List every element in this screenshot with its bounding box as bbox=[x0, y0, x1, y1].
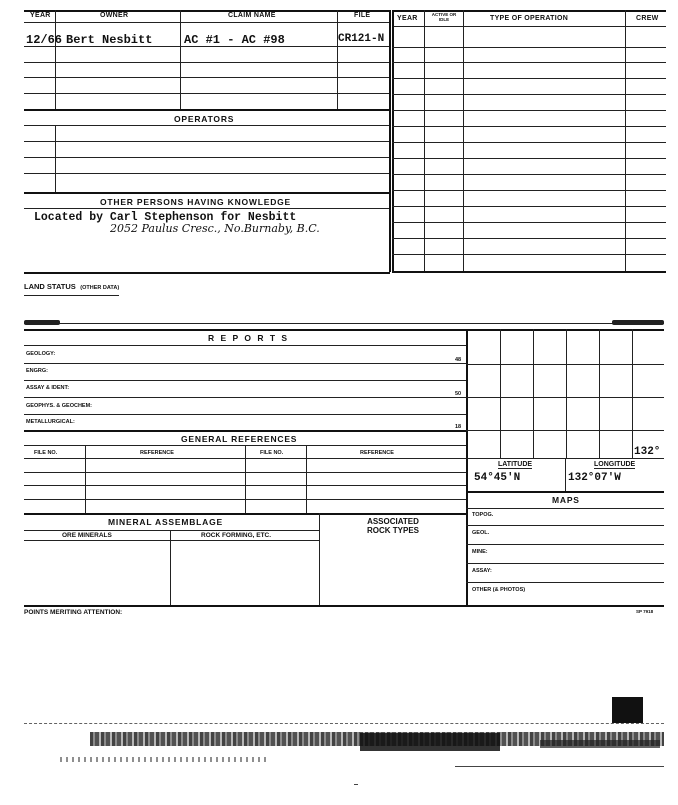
mineral-assemblage-title: MINERAL ASSEMBLAGE bbox=[108, 517, 223, 527]
maps-geol: GEOL. bbox=[472, 530, 490, 536]
maps-mine: MINE: bbox=[472, 549, 488, 555]
report-engrg: ENGRG: bbox=[26, 368, 48, 374]
other-persons-typed: Located by Carl Stephenson for Nesbitt bbox=[34, 211, 297, 224]
report-geology: GEOLOGY: bbox=[26, 351, 56, 357]
maps-assay: ASSAY: bbox=[472, 568, 492, 574]
genref-col2: REFERENCE bbox=[140, 450, 174, 456]
row1-file: CR121-N bbox=[338, 33, 385, 45]
header-year: YEAR bbox=[30, 12, 51, 19]
points-meriting-attention: POINTS MERITING ATTENTION: bbox=[24, 609, 123, 616]
report-metallurgical-num: 18 bbox=[455, 424, 462, 430]
other-persons-handwritten: 2052 Paulus Cresc., No.Burnaby, B.C. bbox=[110, 222, 320, 235]
latitude-value: 54°45'N bbox=[474, 472, 521, 484]
maps-other: OTHER (& PHOTOS) bbox=[472, 587, 526, 593]
right-header-active-idle: ACTIVE OR IDLE bbox=[431, 12, 457, 22]
form-code: SP 7918 bbox=[636, 609, 654, 614]
right-header-year: YEAR bbox=[397, 15, 418, 22]
report-assay: ASSAY & IDENT: bbox=[26, 385, 70, 391]
right-header-type-of-operation: TYPE OF OPERATION bbox=[490, 15, 569, 22]
other-persons-title: OTHER PERSONS HAVING KNOWLEDGE bbox=[100, 197, 292, 207]
header-claim-name: CLAIM NAME bbox=[228, 12, 276, 19]
operators-title: OPERATORS bbox=[174, 114, 235, 124]
maps-topog: TOPOG. bbox=[472, 512, 494, 518]
row1-owner: Bert Nesbitt bbox=[66, 33, 153, 47]
genref-col4: REFERENCE bbox=[360, 450, 394, 456]
general-references-title: GENERAL REFERENCES bbox=[181, 434, 298, 444]
land-status-sub: (OTHER DATA) bbox=[80, 285, 120, 291]
right-header-crew: CREW bbox=[636, 15, 659, 22]
report-metallurgical: METALLURGICAL: bbox=[26, 419, 75, 425]
longitude-value: 132°07'W bbox=[568, 472, 621, 484]
grid-corner-longitude: 132° bbox=[634, 446, 661, 458]
genref-col3: FILE NO. bbox=[260, 450, 284, 456]
associated-rock-types-label: ASSOCIATED ROCK TYPES bbox=[366, 517, 419, 535]
row1-year: 12/66 bbox=[26, 33, 63, 47]
report-geophys: GEOPHYS. & GEOCHEM: bbox=[26, 403, 93, 409]
report-assay-num: 50 bbox=[455, 391, 462, 397]
latitude-label: LATITUDE bbox=[498, 461, 533, 468]
reports-title: R E P O R T S bbox=[208, 333, 290, 343]
ore-minerals-label: ORE MINERALS bbox=[62, 532, 112, 539]
maps-title: MAPS bbox=[552, 495, 580, 505]
genref-col1: FILE NO. bbox=[34, 450, 58, 456]
header-owner: OWNER bbox=[100, 12, 129, 19]
header-file: FILE bbox=[354, 12, 371, 19]
land-status-label: LAND STATUS bbox=[24, 282, 76, 291]
row1-claim-name: AC #1 - AC #98 bbox=[184, 33, 285, 47]
report-geology-num: 48 bbox=[455, 357, 462, 363]
land-status bbox=[24, 276, 119, 296]
rock-forming-label: ROCK FORMING, ETC. bbox=[201, 532, 272, 539]
longitude-label: LONGITUDE bbox=[594, 461, 636, 468]
